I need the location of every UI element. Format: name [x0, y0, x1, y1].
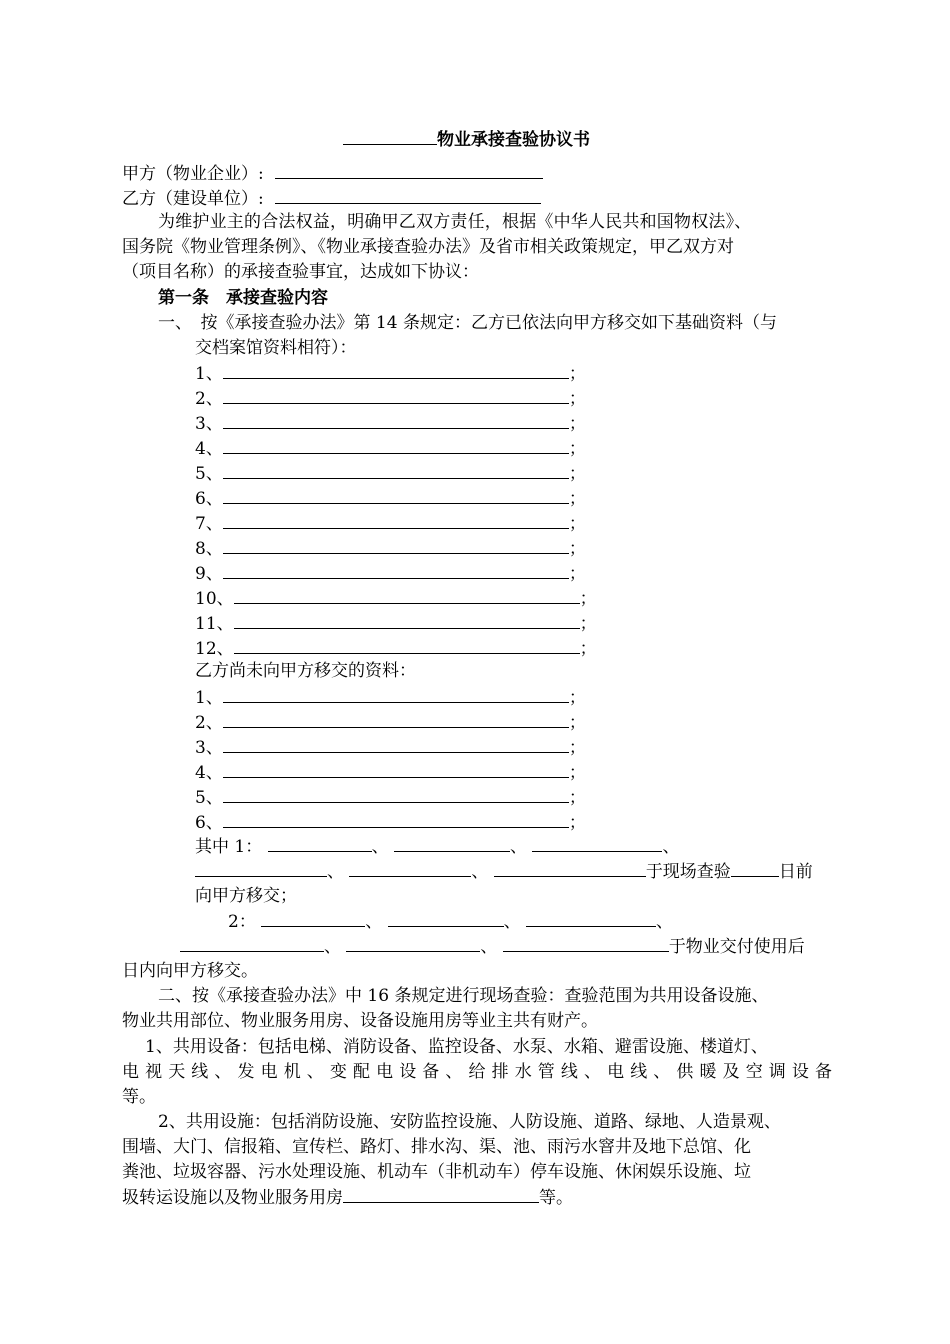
sep: 、 — [503, 912, 521, 932]
semicolon: ； — [579, 614, 597, 634]
equipment-line-2: 电视天线、发电机、变配电设备、给排水管线、电线、供暖及空调设备 — [122, 1062, 832, 1082]
delivered-item-number: 9、 — [195, 564, 223, 584]
facilities-line-3: 粪池、垃圾容器、污水处理设施、机动车（非机动车）停车设施、休闲娱乐设施、垃 — [122, 1162, 751, 1182]
delivered-item-number: 6、 — [195, 489, 223, 509]
title-blank[interactable] — [343, 128, 437, 145]
delivered-item-blank[interactable] — [223, 386, 569, 404]
party-b-label: 乙方（建设单位）: — [122, 189, 264, 209]
intro-line-2: 国务院《物业管理条例》、《物业承接查验办法》及省市相关政策规定，甲乙双方对 — [122, 237, 734, 257]
sep: 、 — [324, 937, 341, 957]
sep: 、 — [471, 862, 489, 882]
facilities-line-2: 围墙、大门、信报箱、宣传栏、路灯、排水沟、渠、池、雨污水窨井及地下总馆、化 — [122, 1137, 751, 1157]
facilities-end: 等。 — [539, 1188, 573, 1208]
delivered-item-blank[interactable] — [223, 561, 569, 579]
after-use-text: 于物业交付使用后 — [668, 937, 805, 957]
undelivered-item — [195, 710, 586, 732]
facilities-line-4-text: 圾转运设施以及物业服务用房 — [122, 1188, 343, 1208]
delivered-item-blank[interactable] — [223, 411, 569, 429]
party-a-field[interactable] — [275, 162, 543, 179]
sep: 、 — [656, 912, 674, 932]
among-1-blank-e[interactable] — [349, 860, 471, 877]
delivered-item-blank[interactable] — [223, 436, 569, 454]
delivered-item-number: 12、 — [195, 639, 234, 659]
delivered-item-number: 2、 — [195, 389, 223, 409]
undelivered-item — [195, 810, 586, 832]
among-1-prefix: 其中 1： — [195, 837, 263, 857]
semicolon: ； — [568, 763, 586, 783]
party-b-field[interactable] — [275, 187, 541, 204]
among-2-prefix: 2： — [228, 912, 256, 932]
delivered-item — [195, 611, 597, 633]
semicolon: ； — [568, 439, 586, 459]
among-1-blank-b[interactable] — [394, 835, 510, 852]
undelivered-item-number: 2、 — [195, 713, 223, 733]
undelivered-item — [195, 735, 586, 757]
sep: 、 — [510, 837, 528, 857]
semicolon: ； — [568, 389, 586, 409]
among-1-blank-a[interactable] — [268, 835, 372, 852]
undelivered-item-blank[interactable] — [223, 810, 569, 828]
undelivered-item-number: 6、 — [195, 813, 223, 833]
among-2-line-3: 日内向甲方移交。 — [122, 961, 258, 981]
undelivered-item — [195, 785, 586, 807]
section2-line-1: 二、按《承接查验办法》中 16 条规定进行现场查验：查验范围为共用设备设施、 — [158, 986, 769, 1006]
days-before-blank[interactable] — [731, 860, 779, 877]
delivered-item — [195, 411, 586, 433]
undelivered-item-number: 3、 — [195, 738, 223, 758]
among-2-line-2 — [180, 935, 805, 957]
undelivered-item — [195, 685, 586, 707]
sep: 、 — [371, 837, 389, 857]
delivered-item-blank[interactable] — [234, 636, 580, 654]
among-2-blank-e[interactable] — [346, 935, 480, 952]
party-a-line — [122, 162, 543, 184]
section1-line-2: 交档案馆资料相符）： — [195, 338, 357, 358]
delivered-item — [195, 636, 597, 658]
sep: 、 — [480, 937, 498, 957]
days-before-text: 日前 — [778, 862, 813, 882]
among-2-blank-d[interactable] — [180, 935, 324, 952]
among-2-line — [228, 910, 673, 932]
among-1-blank-c[interactable] — [532, 835, 662, 852]
among-1-line-3: 向甲方移交； — [195, 886, 297, 906]
document-title — [343, 128, 590, 150]
delivered-item — [195, 436, 586, 458]
semicolon: ； — [568, 414, 586, 434]
semicolon: ； — [568, 713, 586, 733]
semicolon: ； — [568, 489, 586, 509]
undelivered-item-blank[interactable] — [223, 760, 569, 778]
delivered-item — [195, 511, 586, 533]
undelivered-item-number: 1、 — [195, 688, 223, 708]
undelivered-item-number: 5、 — [195, 788, 223, 808]
undelivered-item-blank[interactable] — [223, 785, 569, 803]
semicolon: ； — [568, 514, 586, 534]
title-text: 物业承接查验协议书 — [437, 130, 590, 150]
semicolon: ； — [568, 788, 586, 808]
delivered-item-number: 3、 — [195, 414, 223, 434]
equipment-line-1: 1、共用设备：包括电梯、消防设备、监控设备、水泵、水箱、避雷设施、楼道灯、 — [145, 1037, 768, 1057]
among-2-blank-b[interactable] — [388, 910, 504, 927]
delivered-item-number: 1、 — [195, 364, 223, 384]
delivered-item-blank[interactable] — [223, 361, 569, 379]
undelivered-item-number: 4、 — [195, 763, 223, 783]
delivered-item-blank[interactable] — [223, 486, 569, 504]
delivered-item-number: 11、 — [195, 614, 234, 634]
section2-line-2: 物业共用部位、物业服务用房、设备设施用房等业主共有财产。 — [122, 1011, 598, 1031]
undelivered-item-blank[interactable] — [223, 710, 569, 728]
facilities-line-4 — [122, 1186, 573, 1208]
delivered-item-blank[interactable] — [223, 461, 569, 479]
among-2-blank-a[interactable] — [261, 910, 365, 927]
delivered-item — [195, 586, 597, 608]
delivered-item — [195, 386, 586, 408]
semicolon: ； — [568, 688, 586, 708]
delivered-item-number: 7、 — [195, 514, 223, 534]
delivered-item — [195, 486, 586, 508]
delivered-item — [195, 536, 586, 558]
intro-line-1: 为维护业主的合法权益，明确甲乙双方责任，根据《中华人民共和国物权法》、 — [158, 212, 752, 232]
semicolon: ； — [568, 364, 586, 384]
undelivered-item-blank[interactable] — [223, 735, 569, 753]
semicolon: ； — [568, 464, 586, 484]
delivered-item — [195, 461, 586, 483]
delivered-item-number: 4、 — [195, 439, 223, 459]
delivered-item-blank[interactable] — [234, 611, 580, 629]
intro-line-3: （项目名称）的承接查验事宜，达成如下协议： — [122, 262, 479, 282]
facilities-line-1: 2、共用设施：包括消防设施、安防监控设施、人防设施、道路、绿地、人造景观、 — [158, 1112, 781, 1132]
among-1-blank-d[interactable] — [195, 860, 327, 877]
article1-heading: 第一条 承接查验内容 — [158, 288, 328, 308]
semicolon: ； — [568, 539, 586, 559]
undelivered-label: 乙方尚未向甲方移交的资料： — [195, 661, 416, 681]
semicolon: ； — [579, 589, 597, 609]
among-1-line — [195, 835, 679, 857]
delivered-item-number: 10、 — [195, 589, 234, 609]
semicolon: ； — [568, 813, 586, 833]
party-a-label: 甲方（物业企业）: — [122, 164, 264, 184]
delivered-item — [195, 561, 586, 583]
delivered-item-blank[interactable] — [234, 586, 580, 604]
among-2-blank-c[interactable] — [526, 910, 656, 927]
party-b-line — [122, 187, 541, 209]
delivered-item — [195, 361, 586, 383]
sep: 、 — [662, 837, 680, 857]
among-2-blank-f[interactable] — [503, 935, 669, 952]
sep: 、 — [365, 912, 383, 932]
undelivered-item-blank[interactable] — [223, 685, 569, 703]
section1-line-1: 一、 按《承接查验办法》第 14 条规定：乙方已依法向甲方移交如下基础资料（与 — [158, 313, 777, 333]
semicolon: ； — [568, 564, 586, 584]
equipment-line-3: 等。 — [122, 1087, 156, 1107]
delivered-item-number: 8、 — [195, 539, 223, 559]
delivered-item-blank[interactable] — [223, 536, 569, 554]
delivered-item-number: 5、 — [195, 464, 223, 484]
semicolon: ； — [579, 639, 597, 659]
sep: 、 — [327, 862, 344, 882]
undelivered-item — [195, 760, 586, 782]
site-check-text: 于现场查验 — [645, 862, 731, 882]
among-1-blank-f[interactable] — [494, 860, 646, 877]
service-room-blank[interactable] — [343, 1186, 539, 1203]
delivered-item-blank[interactable] — [223, 511, 569, 529]
among-1-line-2 — [195, 860, 813, 882]
semicolon: ； — [568, 738, 586, 758]
